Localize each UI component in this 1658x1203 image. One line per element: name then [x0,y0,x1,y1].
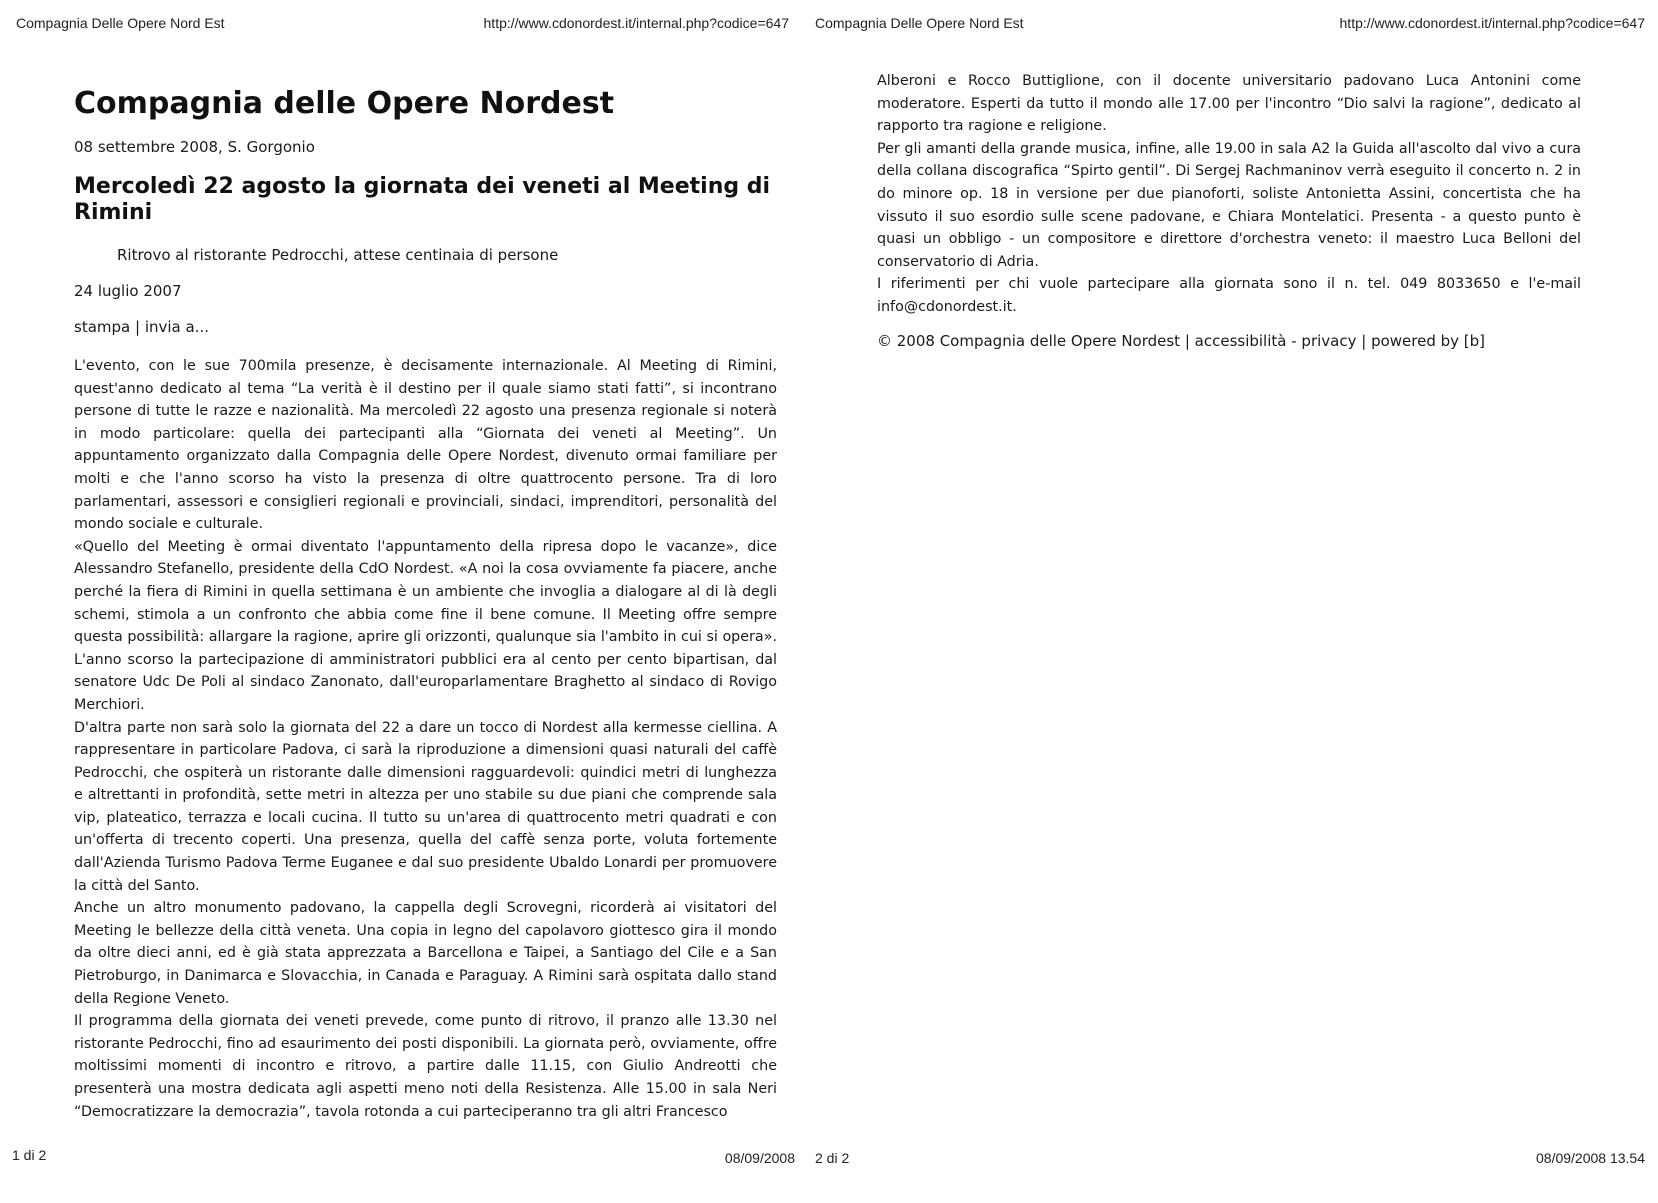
powered-by-link[interactable]: powered by [b] [1371,332,1486,350]
print-link[interactable]: stampa [74,318,131,336]
page-number: 1 di 2 [12,1147,47,1163]
paragraph: Il programma della giornata dei veneti prevede, come punto di ritrovo, il pranzo alle 13.30 nel ristorante Pedrocchi, fino ad esaurimento dei posti disponibili. La giornata però, ovviamente, offre moltissimi momenti di incontro e ritrovo, a partire dalle 11.15, con Giulio Andreotti che presenterà una mostra dedicata agli aspetti meno noti della Resistenza. Alle 15.00 in sala Neri “Democratizzare la democrazia”, tavola rotonda a cui parteciperanno tra gli altri Francesco [74,1013,777,1120]
footer-links [877,332,1485,350]
send-link[interactable]: invia a... [144,318,209,336]
separator: - [1286,332,1302,350]
separator: | [1356,332,1372,350]
paragraph: Alberoni e Rocco Buttiglione, con il docente universitario padovano Luca Antonini come moderatore. Esperti da tutto il mondo alle 17.00 per l'incontro “Dio salvi la ragione”, dedicato al rapporto tra ragione e religione. [877,73,1581,135]
tools-separator: | [130,318,145,336]
page-header-url: http://www.cdonordest.it/internal.php?codice=647 [1339,15,1645,31]
article-body [74,355,777,1123]
article-title: Mercoledì 22 agosto la giornata dei veneti al Meeting di Rimini [74,174,771,225]
separator: | [1180,332,1195,350]
article-tools [74,318,209,336]
paragraph: «Quello del Meeting è ormai diventato l'appuntamento della ripresa dopo le vacanze», dice Alessandro Stefanello, presidente della CdO Nordest. «A noi la cosa ovviamente fa piacere, anche perché la fiera di Rimini in quella settimana è un ambiente che invoglia a dialogare al di là degli schemi, stimola a un confronto che abbia come fine il bene comune. Il Meeting offre sempre questa possibilità: allargare la ragione, aprire gli orizzonti, qualunque sia l'ambito in cui si opera». L'anno scorso la partecipazione di amministratori pubblici era al cento per cento bipartisan, dal senatore Udc De Poli al sindaco Zanonato, dall'europarlamentare Braghetto al sindaco di Rovigo Merchiori. [74,538,777,713]
article-body-continued [877,70,1581,319]
paragraph: I riferimenti per chi vuole partecipare alla giornata sono il n. tel. 049 8033650 e l'e-mail info@cdonordest.it. [877,276,1581,315]
copyright-text: © 2008 Compagnia delle Opere Nordest [877,332,1181,350]
article-subtitle: Ritrovo al ristorante Pedrocchi, attese centinaia di persone [117,246,559,264]
printed-page-1 [0,0,808,1203]
article-date: 24 luglio 2007 [74,282,182,300]
print-date: 08/09/2008 13.54 [1536,1150,1645,1166]
paragraph: Anche un altro monumento padovano, la cappella degli Scrovegni, ricorderà ai visitatori del Meeting le bellezze della città veneta. Una copia in legno del capolavoro giottesco gira il mondo da oltre dieci anni, ed è già stata apprezzata a Barcellona e Taipei, a Santiago del Cile e a San Pietroburgo, in Danimarca e Slovacchia, in Canada e Paraguay. A Rimini sarà ospitata dallo stand della Regione Veneto. [74,900,777,1007]
page-header-site: Compagnia Delle Opere Nord Est [16,15,225,31]
page-header-url: http://www.cdonordest.it/internal.php?codice=647 [483,15,789,31]
privacy-link[interactable]: privacy [1301,332,1357,350]
page-number: 2 di 2 [815,1150,850,1166]
accessibility-link[interactable]: accessibilità [1194,332,1287,350]
page-header-site: Compagnia Delle Opere Nord Est [815,15,1024,31]
site-title: Compagnia delle Opere Nordest [74,86,615,121]
date-location: 08 settembre 2008, S. Gorgonio [74,138,315,156]
print-date: 08/09/2008 [724,1150,795,1166]
paragraph: Per gli amanti della grande musica, infine, alle 19.00 in sala A2 la Guida all'ascolto dal vivo a cura della collana discografica “Spirto gentil”. Di Sergej Rachmaninov verrà eseguito il concerto n. 2 in do minore op. 18 in versione per due pianoforti, soliste Antonietta Assini, concertista che ha vissuto il suo esordio sulle scene padovane, e Chiara Montelatici. Presenta - a questo punto è quasi un obbligo - un compositore e direttore d'orchestra veneto: il maestro Luca Belloni del conservatorio di Adria. [877,140,1581,270]
paragraph: L'evento, con le sue 700mila presenze, è decisamente internazionale. Al Meeting di Rimini, quest'anno dedicato al tema “La verità è il destino per il quale siamo stati fatti”, si incontrano persone di tutte le razze e nazionalità. Ma mercoledì 22 agosto una presenza regionale si noterà in modo particolare: quella dei partecipanti alla “Giornata dei veneti al Meeting”. Un appuntamento organizzato dalla Compagnia delle Opere Nordest, divenuto ormai familiare per molti e che l'anno scorso ha visto la presenza di oltre quattrocento persone. Tra di loro parlamentari, assessori e consiglieri regionali e provinciali, sindaci, imprenditori, personalità del mondo sociale e culturale. [74,358,777,533]
paragraph: D'altra parte non sarà solo la giornata del 22 a dare un tocco di Nordest alla kermesse ciellina. A rappresentare in particolare Padova, ci sarà la riproduzione a dimensioni quasi naturali del caffè Pedrocchi, che ospiterà un ristorante dalle dimensioni ragguardevoli: quindici metri di lunghezza e altrettanti in profondità, sette metri in altezza per uno stabile su due piani che comprende sala vip, plateatico, terrazza e locali cucina. Il tutto su un'area di quattrocento metri quadrati e con un'offerta di trecento coperti. Una presenza, quella del caffè senza porte, voluta fortemente dall'Azienda Turismo Padova Terme Euganee e dal suo presidente Ubaldo Lonardi per promuovere la città del Santo. [74,719,777,894]
